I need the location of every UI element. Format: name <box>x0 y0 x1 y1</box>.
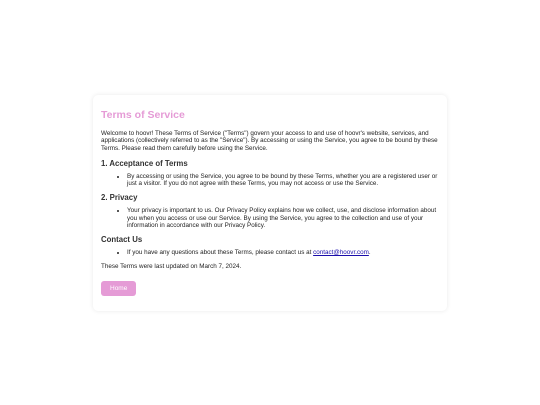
section-heading-privacy: 2. Privacy <box>101 193 138 203</box>
intro-paragraph: Welcome to hoovr! These Terms of Service ("Terms") govern your access to and use of hoovr's website, services, and applications (collectively referred to as the "Service"). By accessing or using the Service, you agree to be bound by these Terms. Please read them carefully before using the Service. <box>101 130 438 152</box>
home-button[interactable]: Home <box>101 281 136 296</box>
list-item: • By accessing or using the Service, you agree to be bound by these Terms, whether you are a registered user or just a visitor. If you do not agree with these Terms, you may not access or use the Service. <box>127 173 439 188</box>
list-item: • Your privacy is important to us. Our Privacy Policy explains how we collect, use, and disclose information about you when you access or use our Service. By using the Service, you agree to the collection and use of your information in accordance with our Privacy Policy. <box>127 207 439 229</box>
contact-text: If you have any questions about these Terms, please contact us at <box>127 249 314 257</box>
terms-card <box>93 95 447 311</box>
contact-list <box>101 249 439 256</box>
email-link[interactable]: contact@hoovr.com <box>313 249 369 257</box>
page-title: Terms of Service <box>101 109 185 121</box>
section-heading-contact: Contact Us <box>101 235 143 245</box>
section-contact <box>101 235 439 256</box>
section-heading-acceptance: 1. Acceptance of Terms <box>101 158 188 168</box>
section-privacy <box>101 193 439 229</box>
section-acceptance <box>101 159 439 188</box>
last-updated-text: These Terms were last updated on March 7, 2024. <box>101 262 242 270</box>
privacy-list <box>101 207 439 229</box>
acceptance-list <box>101 173 439 188</box>
contact-suffix: . <box>368 249 371 257</box>
list-item <box>127 249 439 256</box>
